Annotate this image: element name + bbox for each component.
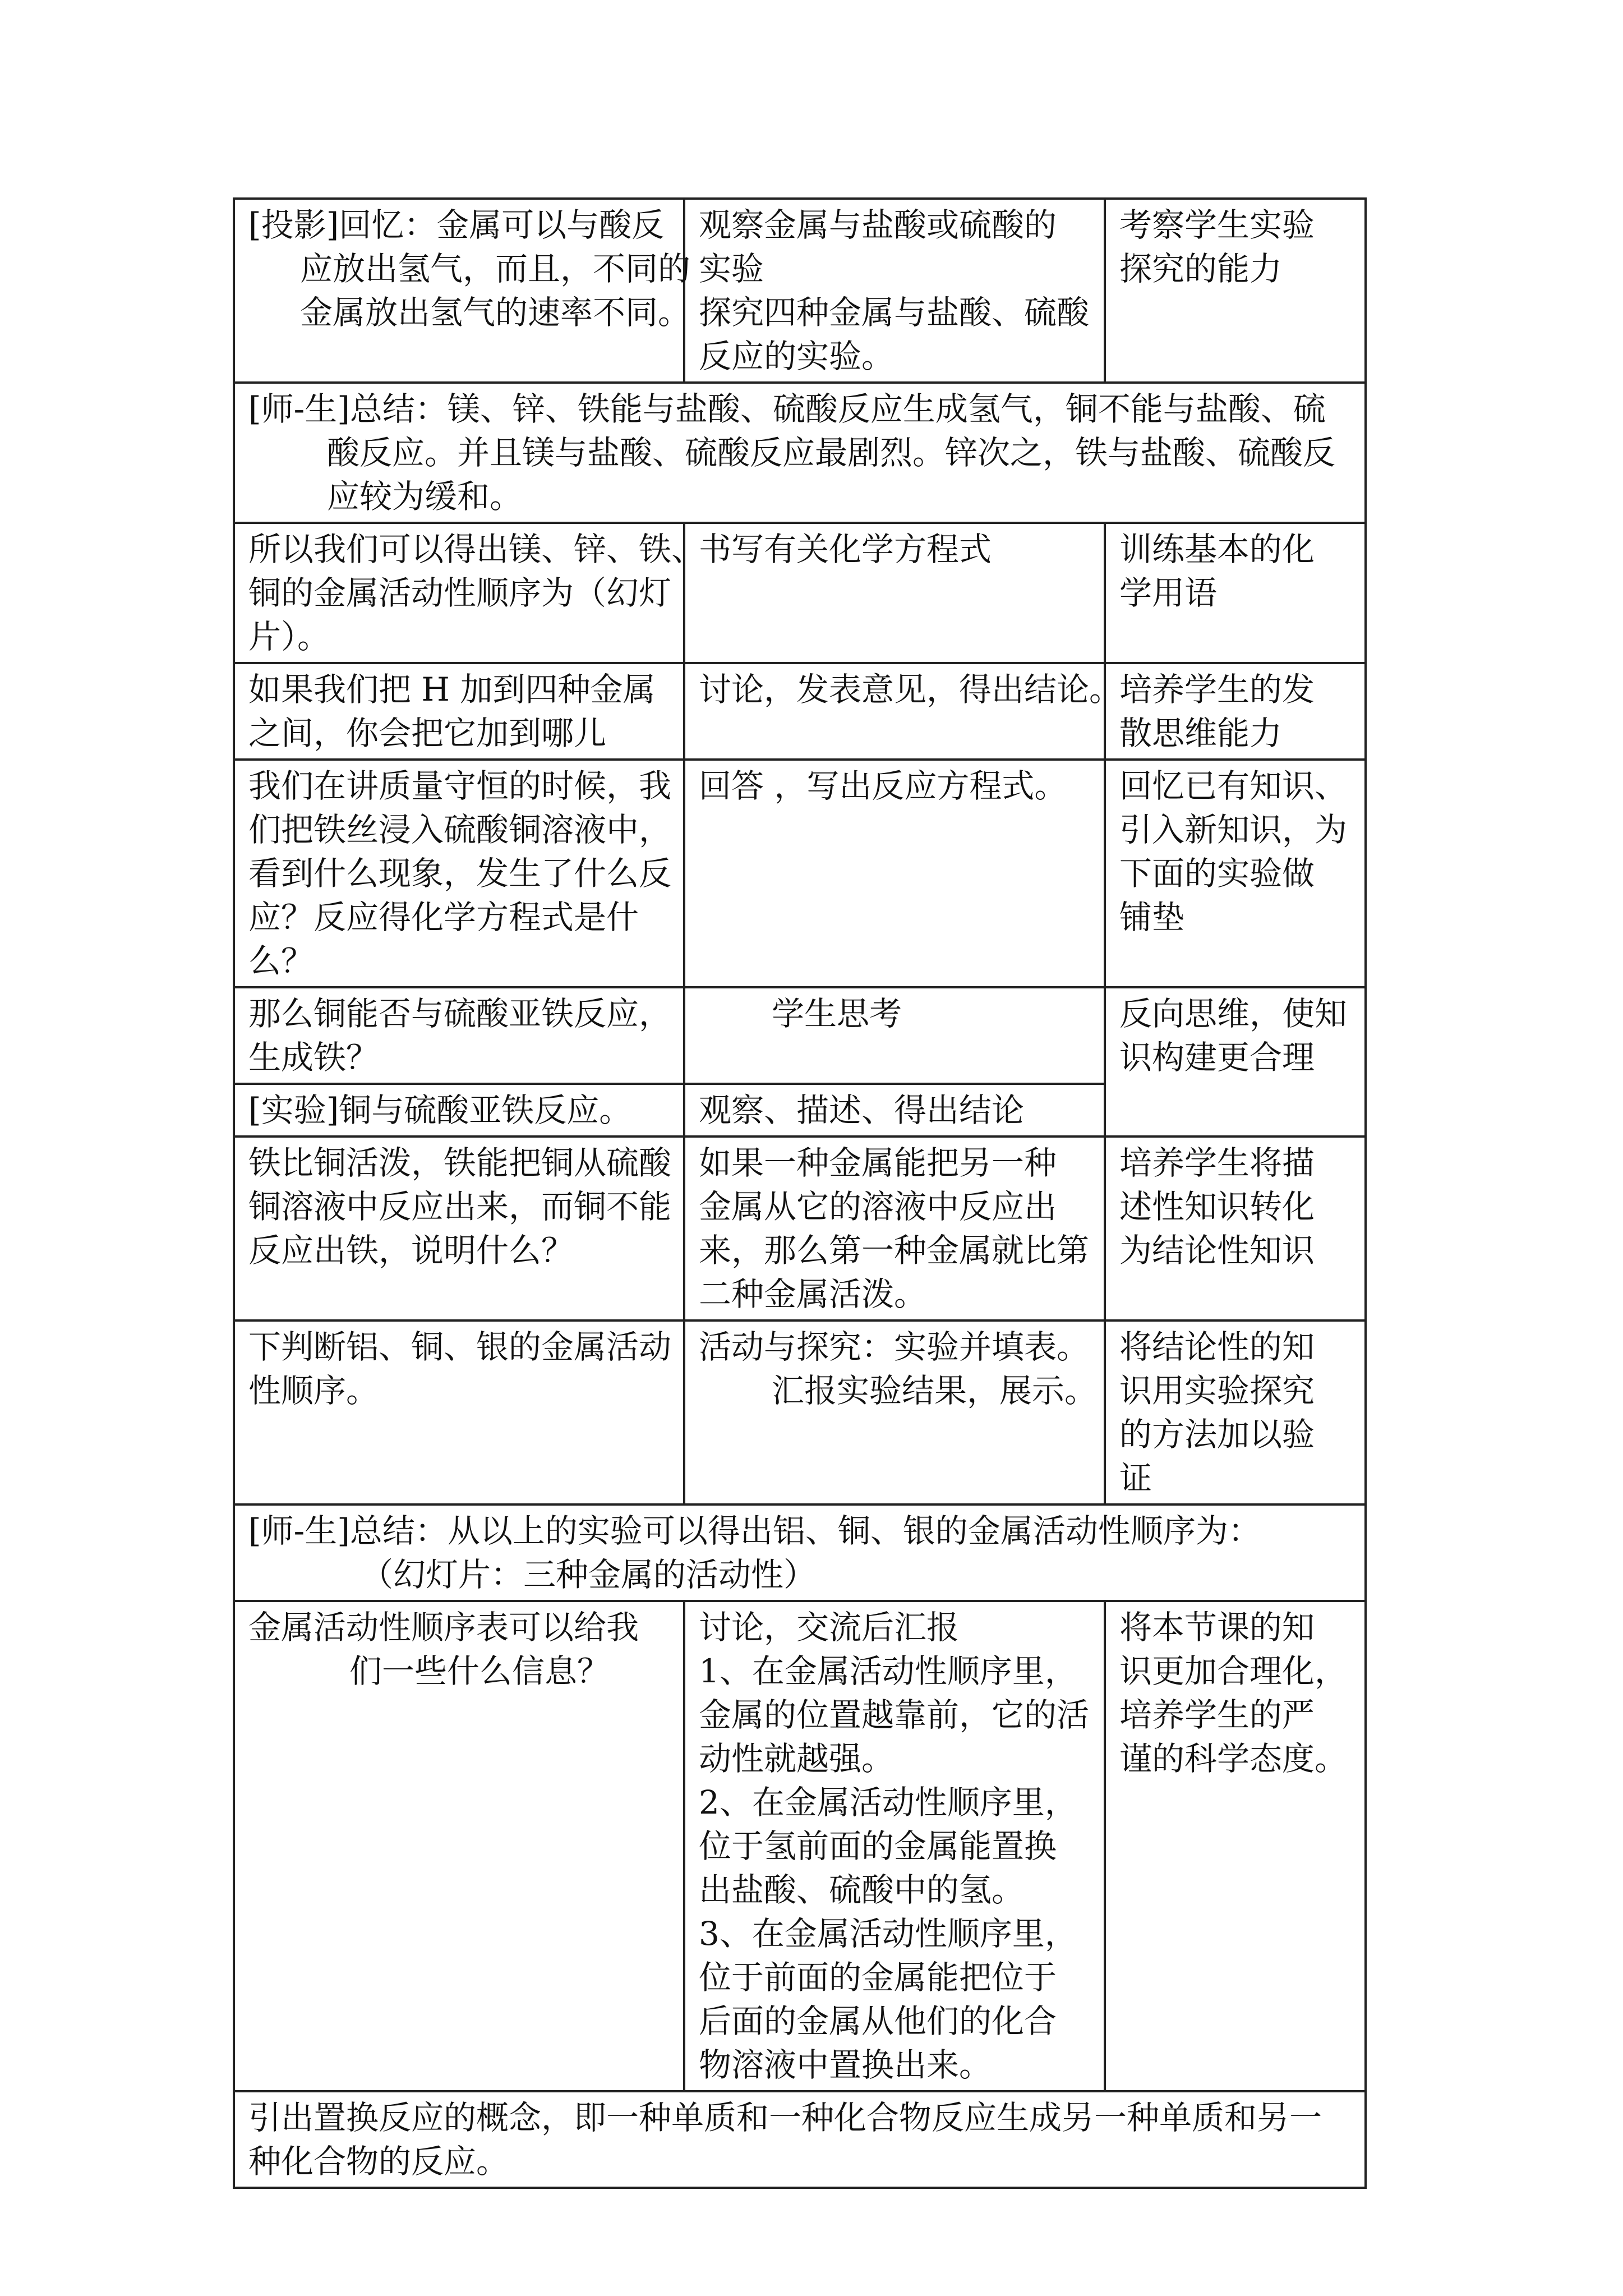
text-line: 引出置换反应的概念，即一种单质和一种化合物反应生成另一种单质和另一 — [248, 2099, 1322, 2137]
text-line: 看到什么现象，发生了什么反 — [248, 854, 672, 892]
text-line: 探究四种金属与盐酸、硫酸 — [699, 293, 1090, 332]
text-line: 识更加合理化， — [1119, 1652, 1348, 1690]
text-line: 应较为缓和。 — [327, 477, 523, 516]
design-intent-cell — [1105, 1320, 1366, 1504]
text-line: 铺垫 — [1119, 898, 1185, 936]
student-activity-cell — [684, 987, 1105, 1084]
teacher-activity-cell — [234, 523, 704, 663]
table-row — [234, 1601, 1366, 2091]
summary-cell — [234, 2091, 1366, 2188]
text-line: 铁比铜活泼，铁能把铜从硫酸 — [248, 1144, 672, 1182]
text-line: 铜的金属活动性顺序为（幻灯 — [248, 574, 672, 612]
text-line: 学用语 — [1119, 574, 1218, 612]
text-line: 性顺序。 — [248, 1372, 379, 1410]
student-activity-cell — [684, 760, 1105, 987]
student-activity-cell — [684, 1084, 1105, 1137]
student-activity-cell — [684, 523, 1105, 663]
student-activity-cell — [684, 199, 1105, 383]
text-line: 实验 — [699, 250, 764, 288]
text-line: 回忆已有知识、 — [1119, 767, 1348, 805]
text-line: 应？反应得化学方程式是什 — [248, 898, 639, 936]
text-line: 铜溶液中反应出来，而铜不能 — [248, 1188, 672, 1226]
design-intent-cell — [1105, 987, 1366, 1137]
teacher-activity-cell — [234, 1137, 684, 1320]
summary-cell — [234, 1504, 1366, 1601]
text-line: 种化合物的反应。 — [248, 2142, 509, 2180]
text-line: 片）。 — [248, 618, 330, 656]
text-line: 引入新知识，为 — [1119, 811, 1348, 849]
text-line: （幻灯片：三种金属的活动性） — [361, 1556, 817, 1594]
text-line: 讨论，交流后汇报 — [699, 1608, 960, 1646]
text-line: 们一些什么信息？ — [349, 1652, 610, 1690]
text-line: 出盐酸、硫酸中的氢。 — [699, 1871, 1025, 1909]
text-line: 散思维能力 — [1119, 714, 1283, 752]
text-line: 回答 ，写出反应方程式。 — [699, 767, 1067, 805]
text-line: 为结论性知识 — [1119, 1231, 1315, 1269]
table-row — [234, 987, 1366, 1084]
text-line: 反应出铁，说明什么？ — [248, 1231, 574, 1269]
text-line: 1、在金属活动性顺序里， — [699, 1652, 1077, 1690]
text-line: 学生思考 — [772, 995, 902, 1033]
design-intent-cell — [1105, 1137, 1366, 1320]
text-line: 反应的实验。 — [699, 337, 895, 375]
summary-cell — [234, 383, 1366, 523]
text-line: [投影]回忆：金属可以与酸反 — [248, 206, 665, 244]
summary-row — [234, 1504, 1366, 1601]
text-line: 金属的位置越靠前，它的活 — [699, 1696, 1090, 1734]
text-line: 所以我们可以得出镁、锌、铁、 — [248, 530, 704, 568]
text-line: 观察、描述、得出结论 — [699, 1091, 1025, 1129]
text-line: 来，那么第一种金属就比第 — [699, 1231, 1090, 1269]
text-line: 活动与探究：实验并填表。 — [699, 1328, 1090, 1366]
teacher-activity-cell — [234, 663, 684, 760]
text-line: 识构建更合理 — [1119, 1038, 1315, 1076]
text-line: 的方法加以验 — [1119, 1415, 1315, 1453]
text-line: 书写有关化学方程式 — [699, 530, 992, 568]
text-line: 将结论性的知 — [1119, 1328, 1315, 1366]
table-row — [234, 663, 1366, 760]
text-line: 酸反应。并且镁与盐酸、硫酸反应最剧烈。锌次之，铁与盐酸、硫酸反 — [327, 434, 1336, 472]
text-line: 观察金属与盐酸或硫酸的 — [699, 206, 1057, 244]
text-line: 物溶液中置换出来。 — [699, 2046, 992, 2084]
text-line: 我们在讲质量守恒的时候，我 — [248, 767, 672, 805]
teacher-activity-cell — [234, 1601, 684, 2091]
text-line: 金属活动性顺序表可以给我 — [248, 1608, 639, 1646]
text-line: 下判断铝、铜、银的金属活动 — [248, 1328, 672, 1366]
teacher-activity-cell — [234, 199, 691, 383]
teacher-activity-cell — [234, 1320, 684, 1504]
text-line: 金属从它的溶液中反应出 — [699, 1188, 1057, 1226]
text-line: 培养学生将描 — [1119, 1144, 1315, 1182]
design-intent-cell — [1105, 523, 1366, 663]
text-line: 训练基本的化 — [1119, 530, 1315, 568]
lesson-plan-table — [233, 197, 1367, 2189]
teacher-activity-cell — [234, 987, 684, 1084]
text-line: 金属放出氢气的速率不同。 — [300, 293, 691, 332]
text-line: 之间，你会把它加到哪儿 — [248, 714, 607, 752]
text-line: 培养学生的发 — [1119, 670, 1315, 708]
text-line: 下面的实验做 — [1119, 854, 1315, 892]
design-intent-cell — [1105, 1601, 1366, 2091]
text-line: 将本节课的知 — [1119, 1608, 1315, 1646]
text-line: 证 — [1119, 1459, 1152, 1497]
table-row — [234, 760, 1366, 987]
text-line: 谨的科学态度。 — [1119, 1740, 1348, 1778]
design-intent-cell — [1105, 663, 1366, 760]
teacher-activity-cell — [234, 760, 684, 987]
text-line: 那么铜能否与硫酸亚铁反应， — [248, 995, 672, 1033]
design-intent-cell — [1105, 760, 1366, 987]
text-line: 汇报实验结果，展示。 — [772, 1372, 1098, 1410]
text-line: 识用实验探究 — [1119, 1372, 1315, 1410]
text-line: 二种金属活泼。 — [699, 1275, 927, 1313]
text-line: 么？ — [248, 942, 314, 980]
text-line: 应放出氢气，而且，不同的 — [300, 250, 691, 288]
text-line: 考察学生实验 — [1119, 206, 1315, 244]
text-line: 反向思维，使知 — [1119, 995, 1348, 1033]
summary-row — [234, 383, 1366, 523]
text-line: [师-生]总结：从以上的实验可以得出铝、铜、银的金属活动性顺序为： — [248, 1512, 1261, 1550]
text-line: 3、在金属活动性顺序里， — [699, 1915, 1077, 1953]
text-line: 动性就越强。 — [699, 1740, 895, 1778]
table-row — [234, 199, 1366, 383]
text-line: [师-生]总结：镁、锌、铁能与盐酸、硫酸反应生成氢气，铜不能与盐酸、硫 — [248, 390, 1326, 428]
summary-row — [234, 2091, 1366, 2188]
text-line: 如果一种金属能把另一种 — [699, 1144, 1057, 1182]
text-line: 位于氢前面的金属能置换 — [699, 1827, 1057, 1865]
student-activity-cell — [684, 1137, 1105, 1320]
text-line: 们把铁丝浸入硫酸铜溶液中， — [248, 811, 672, 849]
teacher-activity-cell — [234, 1084, 684, 1137]
student-activity-cell — [684, 1320, 1105, 1504]
text-line: 述性知识转化 — [1119, 1188, 1315, 1226]
text-line: [实验]铜与硫酸亚铁反应。 — [248, 1091, 632, 1129]
text-line: 位于前面的金属能把位于 — [699, 1958, 1057, 1996]
text-line: 讨论，发表意见，得出结论。 — [699, 670, 1122, 708]
text-line: 探究的能力 — [1119, 250, 1283, 288]
text-line: 如果我们把 H 加到四种金属 — [248, 670, 656, 708]
student-activity-cell — [684, 1601, 1105, 2091]
table-row — [234, 523, 1366, 663]
text-line: 2、在金属活动性顺序里， — [699, 1783, 1077, 1821]
text-line: 后面的金属从他们的化合 — [699, 2002, 1057, 2040]
table-row — [234, 1320, 1366, 1504]
text-line: 生成铁？ — [248, 1038, 379, 1076]
text-line: 培养学生的严 — [1119, 1696, 1315, 1734]
table-row — [234, 1137, 1366, 1320]
design-intent-cell — [1105, 199, 1366, 383]
student-activity-cell — [684, 663, 1122, 760]
